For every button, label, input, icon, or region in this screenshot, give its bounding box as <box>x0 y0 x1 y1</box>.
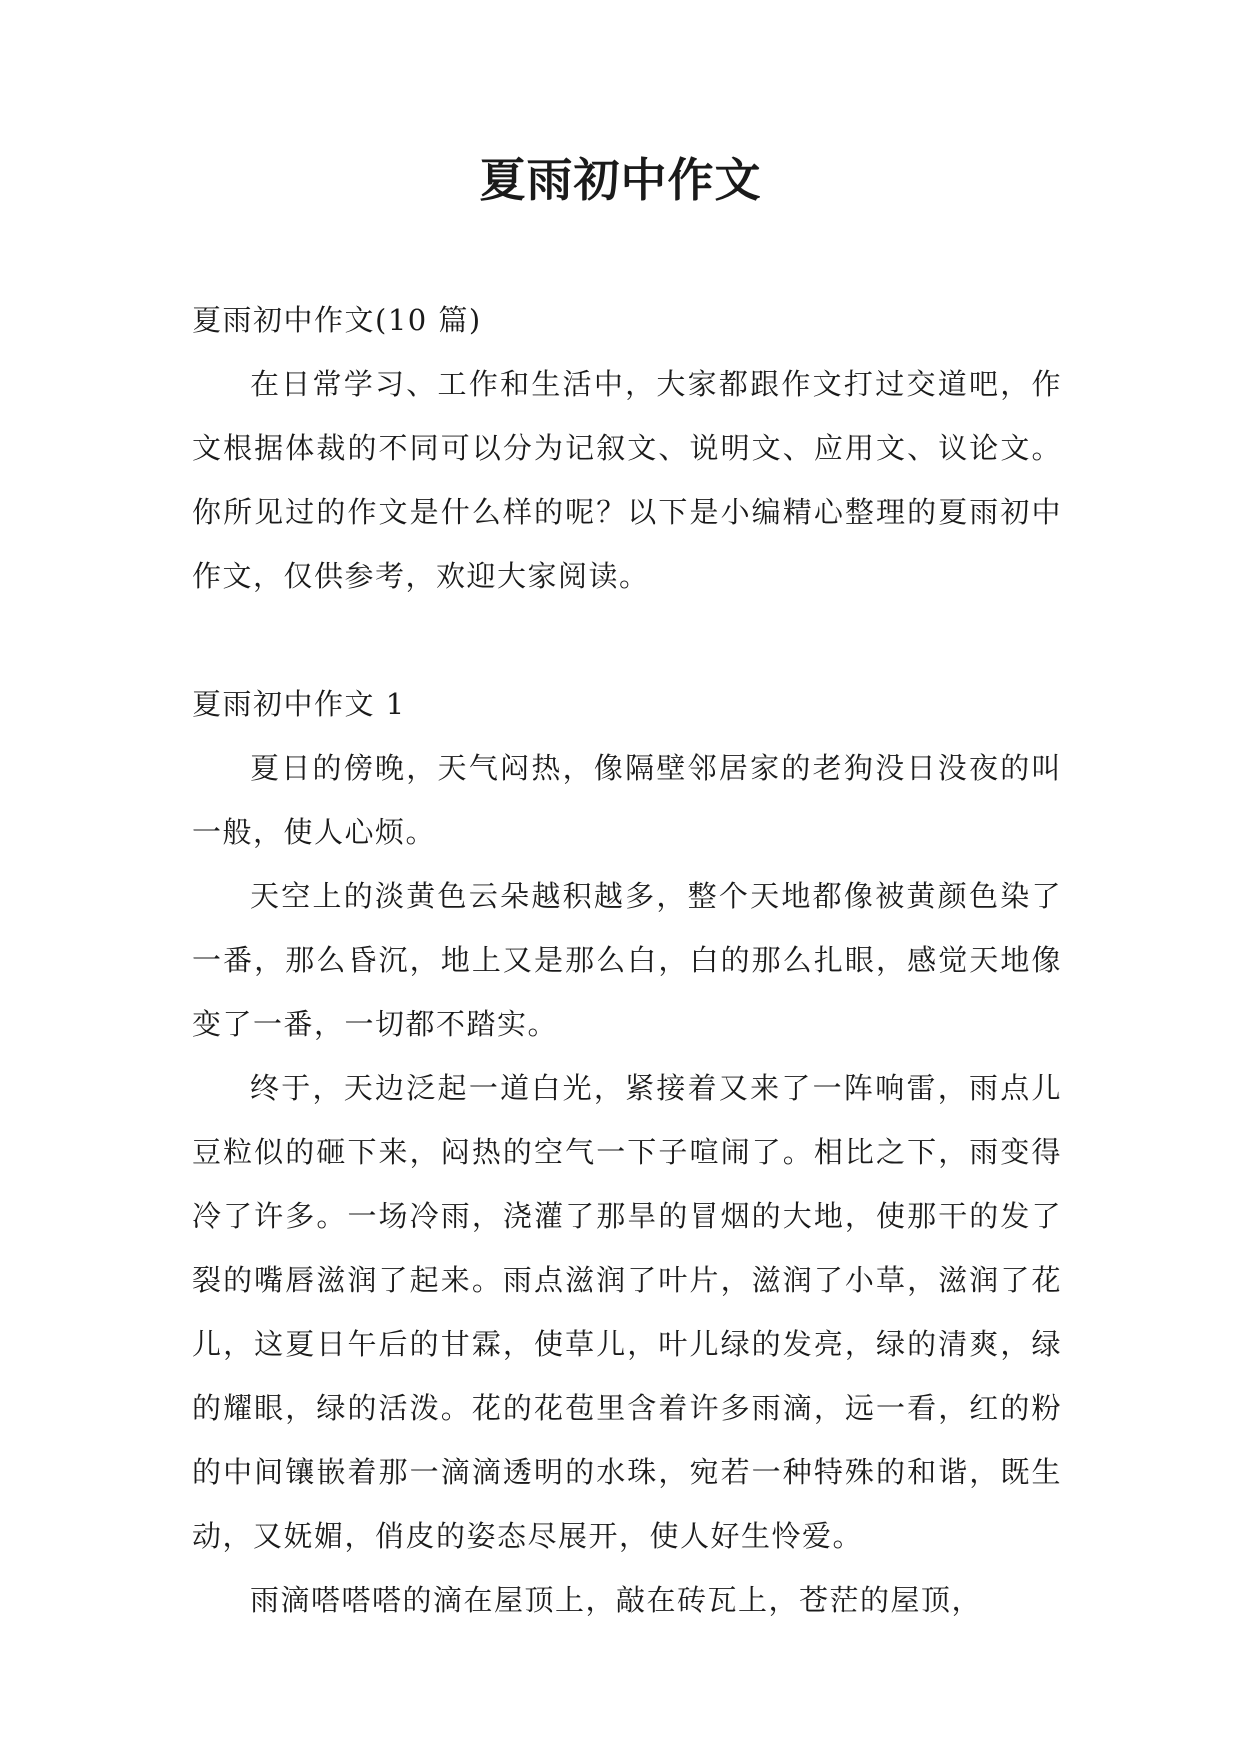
document-subtitle: 夏雨初中作文(10 篇) <box>192 303 482 337</box>
intro-paragraph: 在日常学习、工作和生活中，大家都跟作文打过交道吧，作文根据体裁的不同可以分为记叙文、说明文、应用文、议论文。你所见过的作文是什么样的呢？以下是小编精心整理的夏雨初中作文，仅供参考，欢迎大家阅读。 <box>192 367 1062 593</box>
section-spacer <box>192 608 1062 672</box>
body-paragraph: 夏日的傍晚，天气闷热，像隔壁邻居家的老狗没日没夜的叫一般，使人心烦。 <box>192 751 1062 849</box>
body-paragraph: 天空上的淡黄色云朵越积越多，整个天地都像被黄颜色染了一番，那么昏沉，地上又是那么白，白的那么扎眼，感觉天地像变了一番，一切都不踏实。 <box>192 879 1062 1041</box>
document-body <box>192 288 1062 1632</box>
body-paragraph: 雨滴嗒嗒嗒的滴在屋顶上，敲在砖瓦上，苍茫的屋顶， <box>250 1583 983 1617</box>
document-title: 夏雨初中作文 <box>479 153 762 207</box>
section-heading: 夏雨初中作文 1 <box>192 687 406 721</box>
body-paragraph: 终于，天边泛起一道白光，紧接着又来了一阵响雷，雨点儿豆粒似的砸下来，闷热的空气一下子喧闹了。相比之下，雨变得冷了许多。一场冷雨，浇灌了那旱的冒烟的大地，使那干的发了裂的嘴唇滋润了起来。雨点滋润了叶片，滋润了小草，滋润了花儿，这夏日午后的甘霖，使草儿，叶儿绿的发亮，绿的清爽，绿的耀眼，绿的活泼。花的花苞里含着许多雨滴，远一看，红的粉的中间镶嵌着那一滴滴透明的水珠，宛若一种特殊的和谐，既生动，又妩媚，俏皮的姿态尽展开，使人好生怜爱。 <box>192 1071 1062 1553</box>
